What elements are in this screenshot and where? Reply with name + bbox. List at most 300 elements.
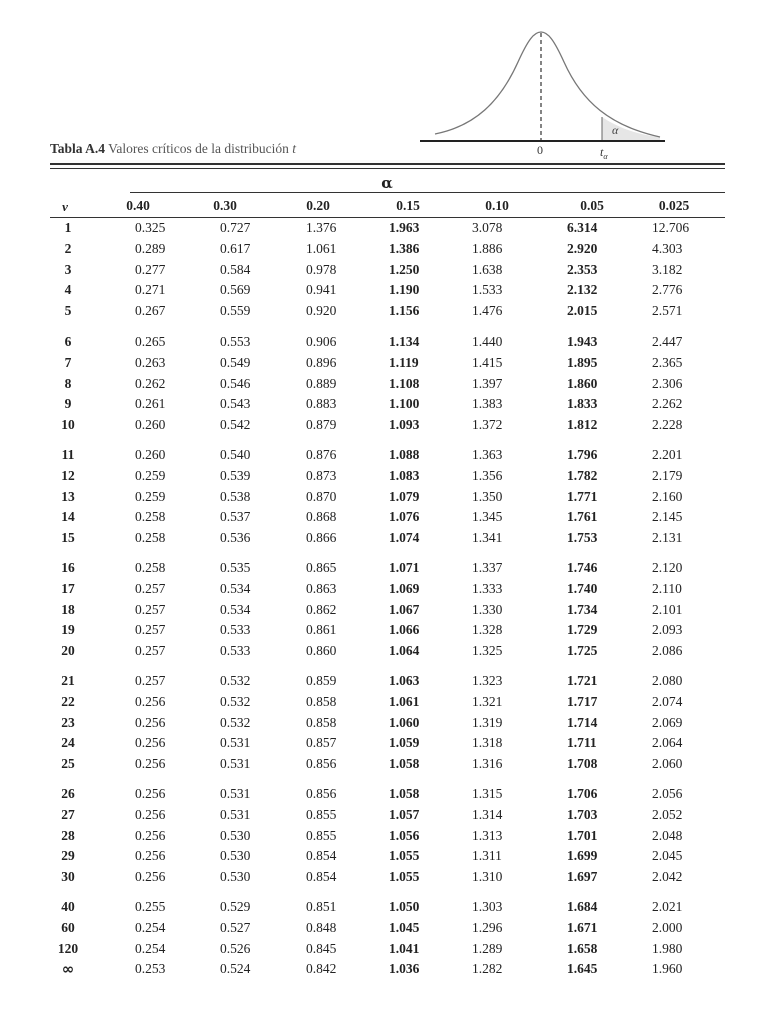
critical-value-cell: 1.717	[567, 693, 598, 709]
table-row	[0, 282, 768, 302]
critical-value-cell: 1.721	[567, 673, 598, 688]
table-row	[0, 489, 768, 509]
critical-value-cell: 0.256	[135, 848, 166, 864]
critical-value-cell: 0.617	[220, 240, 251, 256]
degrees-of-freedom-cell: 2	[64, 240, 72, 256]
critical-value-cell: 1.963	[389, 220, 420, 235]
degrees-of-freedom-cell: ∞	[61, 960, 75, 979]
critical-value-cell: 1.045	[389, 919, 420, 935]
critical-value-cell: 1.061	[389, 693, 420, 709]
critical-value-cell: 0.866	[306, 530, 337, 546]
critical-value-cell: 1.190	[389, 282, 420, 298]
table-row	[0, 920, 768, 940]
critical-value-cell: 0.271	[135, 282, 166, 298]
critical-value-cell: 1.296	[472, 919, 503, 935]
critical-value-cell: 0.868	[306, 509, 337, 525]
critical-value-cell: 1.328	[472, 622, 503, 638]
degrees-of-freedom-cell: 26	[61, 786, 75, 801]
table-row	[0, 262, 768, 282]
critical-value-cell: 1.289	[472, 940, 503, 956]
critical-value-cell: 0.858	[306, 714, 337, 730]
critical-value-cell: 1.064	[389, 643, 420, 659]
critical-value-cell: 0.536	[220, 530, 251, 546]
critical-value-cell: 1.108	[389, 375, 420, 391]
critical-value-cell: 1.796	[567, 447, 598, 462]
critical-value-cell: 1.645	[567, 961, 598, 977]
column-header-alpha: 0.15	[396, 198, 420, 213]
critical-value-cell: 0.256	[135, 786, 166, 801]
critical-value-cell: 1.061	[306, 240, 337, 256]
critical-value-cell: 2.131	[652, 530, 683, 546]
critical-value-cell: 1.250	[389, 261, 420, 277]
critical-value-cell: 0.870	[306, 488, 337, 504]
table-row	[0, 509, 768, 529]
critical-value-cell: 0.261	[135, 396, 166, 412]
critical-value-cell: 0.257	[135, 643, 166, 659]
critical-value-cell: 1.753	[567, 530, 598, 546]
critical-value-cell: 0.533	[220, 643, 251, 659]
critical-value-cell: 0.856	[306, 786, 337, 801]
table-row	[0, 828, 768, 848]
critical-value-cell: 1.725	[567, 643, 598, 659]
critical-value-cell: 1.067	[389, 601, 420, 617]
table-row	[0, 334, 768, 354]
degrees-of-freedom-cell: 18	[61, 601, 75, 617]
critical-value-cell: 0.531	[220, 786, 251, 801]
degrees-of-freedom-cell: 20	[61, 643, 75, 659]
critical-value-cell: 1.156	[389, 303, 420, 319]
critical-value-cell: 0.260	[135, 447, 166, 462]
critical-value-cell: 1.088	[389, 447, 420, 462]
critical-value-cell: 1.771	[567, 488, 598, 504]
critical-value-cell: 0.256	[135, 714, 166, 730]
table-row	[0, 355, 768, 375]
critical-value-cell: 2.201	[652, 447, 683, 462]
critical-value-cell: 1.960	[652, 961, 683, 977]
caption-label: Tabla A.4	[50, 141, 106, 156]
table-row	[0, 756, 768, 776]
critical-value-cell: 2.048	[652, 827, 683, 843]
degrees-of-freedom-cell: 1	[64, 220, 72, 235]
table-row	[0, 673, 768, 693]
critical-value-cell: 1.071	[389, 560, 420, 575]
critical-value-cell: 1.415	[472, 354, 503, 370]
critical-value-cell: 1.943	[567, 334, 598, 349]
caption-text: Valores críticos de la distribución	[108, 141, 289, 156]
table-row	[0, 869, 768, 889]
critical-value-cell: 0.256	[135, 806, 166, 822]
critical-value-cell: 0.254	[135, 919, 166, 935]
critical-value-cell: 1.714	[567, 714, 598, 730]
critical-value-cell: 0.527	[220, 919, 251, 935]
table-row	[0, 643, 768, 663]
degrees-of-freedom-cell: 28	[61, 827, 75, 843]
critical-value-cell: 1.311	[472, 848, 502, 864]
critical-value-cell: 1.356	[472, 467, 503, 483]
critical-value-cell: 1.134	[389, 334, 420, 349]
critical-value-cell: 1.337	[472, 560, 503, 575]
critical-value-cell: 0.256	[135, 693, 166, 709]
critical-value-cell: 0.854	[306, 848, 337, 864]
critical-value-cell: 0.848	[306, 919, 337, 935]
critical-value-cell: 0.883	[306, 396, 337, 412]
critical-value-cell: 1.058	[389, 756, 420, 772]
t-alpha-label: $t_\alpha$	[600, 145, 608, 161]
critical-value-cell: 0.256	[135, 735, 166, 751]
critical-value-cell: 0.531	[220, 735, 251, 751]
critical-value-cell: 2.056	[652, 786, 683, 801]
critical-value-cell: 0.530	[220, 848, 251, 864]
critical-value-cell: 2.571	[652, 303, 683, 319]
critical-value-cell: 2.101	[652, 601, 683, 617]
critical-value-cell: 2.021	[652, 899, 683, 914]
critical-value-cell: 1.350	[472, 488, 503, 504]
degrees-of-freedom-cell: 120	[57, 940, 79, 956]
degrees-of-freedom-cell: 17	[61, 580, 75, 596]
critical-value-cell: 0.546	[220, 375, 251, 391]
critical-value-cell: 0.532	[220, 714, 251, 730]
critical-value-cell: 0.534	[220, 580, 251, 596]
critical-value-cell: 1.697	[567, 869, 598, 885]
critical-value-cell: 0.260	[135, 417, 166, 433]
critical-value-cell: 0.889	[306, 375, 337, 391]
critical-value-cell: 2.447	[652, 334, 683, 349]
critical-value-cell: 1.860	[567, 375, 598, 391]
critical-value-cell: 1.282	[472, 961, 503, 977]
critical-value-cell: 3.182	[652, 261, 683, 277]
critical-value-cell: 2.160	[652, 488, 683, 504]
critical-value-cell: 0.258	[135, 530, 166, 546]
critical-value-cell: 1.315	[472, 786, 503, 801]
critical-value-cell: 1.325	[472, 643, 503, 659]
critical-value-cell: 0.256	[135, 827, 166, 843]
critical-value-cell: 0.257	[135, 673, 166, 688]
critical-value-cell: 4.303	[652, 240, 683, 256]
critical-value-cell: 1.782	[567, 467, 598, 483]
critical-value-cell: 1.345	[472, 509, 503, 525]
degrees-of-freedom-cell: 14	[61, 509, 75, 525]
column-header-alpha: 0.30	[213, 198, 237, 213]
critical-value-cell: 0.534	[220, 601, 251, 617]
critical-value-cell: 1.706	[567, 786, 598, 801]
critical-value-cell: 1.740	[567, 580, 598, 596]
table-row	[0, 848, 768, 868]
critical-value-cell: 6.314	[567, 220, 598, 235]
critical-value-cell: 1.316	[472, 756, 503, 772]
critical-value-cell: 1.074	[389, 530, 420, 546]
critical-value-cell: 1.376	[306, 220, 337, 235]
critical-value-cell: 1.323	[472, 673, 503, 688]
critical-value-cell: 2.120	[652, 560, 683, 575]
degrees-of-freedom-cell: 8	[64, 375, 72, 391]
table-row	[0, 417, 768, 437]
degrees-of-freedom-cell: 19	[61, 622, 75, 638]
axis-zero-label: 0	[537, 143, 543, 157]
critical-value-cell: 1.321	[472, 693, 503, 709]
critical-value-cell: 1.060	[389, 714, 420, 730]
critical-value-cell: 0.253	[135, 961, 166, 977]
critical-value-cell: 2.262	[652, 396, 683, 412]
critical-value-cell: 1.701	[567, 827, 598, 843]
table-row	[0, 961, 768, 981]
critical-value-cell: 0.860	[306, 643, 337, 659]
critical-value-cell: 1.050	[389, 899, 420, 914]
degrees-of-freedom-cell: 27	[61, 806, 75, 822]
critical-value-cell: 0.258	[135, 560, 166, 575]
critical-value-cell: 0.858	[306, 693, 337, 709]
critical-value-cell: 0.530	[220, 869, 251, 885]
critical-value-cell: 1.533	[472, 282, 503, 298]
critical-value-cell: 1.895	[567, 354, 598, 370]
critical-value-cell: 2.052	[652, 806, 683, 822]
critical-value-cell: 0.532	[220, 673, 251, 688]
critical-value-cell: 0.978	[306, 261, 337, 277]
critical-value-cell: 2.086	[652, 643, 683, 659]
critical-value-cell: 1.440	[472, 334, 503, 349]
critical-value-cell: 1.119	[389, 354, 419, 370]
critical-value-cell: 0.862	[306, 601, 337, 617]
critical-value-cell: 1.063	[389, 673, 420, 688]
critical-value-cell: 0.537	[220, 509, 251, 525]
critical-value-cell: 0.727	[220, 220, 251, 235]
critical-value-cell: 0.533	[220, 622, 251, 638]
critical-value-cell: 0.530	[220, 827, 251, 843]
critical-value-cell: 2.015	[567, 303, 598, 319]
critical-value-cell: 0.876	[306, 447, 337, 462]
critical-value-cell: 1.383	[472, 396, 503, 412]
critical-value-cell: 1.703	[567, 806, 598, 822]
critical-value-cell: 0.259	[135, 467, 166, 483]
critical-value-cell: 0.256	[135, 869, 166, 885]
degrees-of-freedom-cell: 11	[61, 447, 75, 462]
table-row	[0, 899, 768, 919]
degrees-of-freedom-cell: 7	[64, 354, 72, 370]
critical-value-cell: 2.080	[652, 673, 683, 688]
table-row	[0, 807, 768, 827]
critical-value-cell: 1.658	[567, 940, 598, 956]
table-row	[0, 376, 768, 396]
degrees-of-freedom-cell: 30	[61, 869, 75, 885]
critical-value-cell: 0.267	[135, 303, 166, 319]
table-row	[0, 303, 768, 323]
caption-variable: t	[292, 141, 297, 156]
critical-value-cell: 0.256	[135, 756, 166, 772]
critical-value-cell: 1.083	[389, 467, 420, 483]
degrees-of-freedom-cell: 25	[61, 756, 75, 772]
critical-value-cell: 1.318	[472, 735, 503, 751]
critical-value-cell: 1.076	[389, 509, 420, 525]
critical-value-cell: 2.074	[652, 693, 683, 709]
critical-value-cell: 0.920	[306, 303, 337, 319]
critical-value-cell: 0.535	[220, 560, 251, 575]
critical-value-cell: 1.699	[567, 848, 598, 864]
critical-value-cell: 1.812	[567, 417, 598, 433]
critical-value-cell: 1.303	[472, 899, 503, 914]
critical-value-cell: 1.980	[652, 940, 683, 956]
critical-value-cell: 1.386	[389, 240, 420, 256]
critical-value-cell: 0.845	[306, 940, 337, 956]
degrees-of-freedom-cell: 4	[64, 282, 72, 298]
critical-value-cell: 1.059	[389, 735, 420, 751]
critical-value-cell: 0.873	[306, 467, 337, 483]
critical-value-cell: 0.259	[135, 488, 166, 504]
critical-value-cell: 2.365	[652, 354, 683, 370]
critical-value-cell: 0.569	[220, 282, 251, 298]
table-row	[0, 715, 768, 735]
critical-value-cell: 0.254	[135, 940, 166, 956]
critical-value-cell: 0.851	[306, 899, 337, 914]
critical-value-cell: 1.638	[472, 261, 503, 277]
critical-value-cell: 2.353	[567, 261, 598, 277]
critical-value-cell: 1.036	[389, 961, 420, 977]
degrees-of-freedom-cell: 6	[64, 334, 72, 349]
critical-value-cell: 1.069	[389, 580, 420, 596]
critical-value-cell: 0.859	[306, 673, 337, 688]
table-row	[0, 941, 768, 961]
degrees-of-freedom-cell: 60	[61, 919, 75, 935]
critical-value-cell: 2.042	[652, 869, 683, 885]
critical-value-cell: 1.363	[472, 447, 503, 462]
critical-value-cell: 0.857	[306, 735, 337, 751]
degrees-of-freedom-cell: 10	[61, 417, 75, 433]
degrees-of-freedom-cell: 3	[64, 261, 72, 277]
critical-value-cell: 1.319	[472, 714, 503, 730]
critical-value-cell: 0.538	[220, 488, 251, 504]
table-row	[0, 694, 768, 714]
critical-value-cell: 0.531	[220, 806, 251, 822]
critical-value-cell: 2.228	[652, 417, 683, 433]
critical-value-cell: 0.532	[220, 693, 251, 709]
table-row	[0, 396, 768, 416]
critical-value-cell: 0.255	[135, 899, 166, 914]
critical-value-cell: 1.093	[389, 417, 420, 433]
critical-value-cell: 0.277	[135, 261, 166, 277]
critical-value-cell: 0.539	[220, 467, 251, 483]
critical-value-cell: 1.041	[389, 940, 420, 956]
critical-value-cell: 1.314	[472, 806, 503, 822]
critical-value-cell: 0.861	[306, 622, 337, 638]
critical-value-cell: 0.262	[135, 375, 166, 391]
table-row	[0, 622, 768, 642]
critical-value-cell: 0.325	[135, 220, 166, 235]
critical-value-cell: 0.941	[306, 282, 337, 298]
critical-value-cell: 1.100	[389, 396, 420, 412]
critical-value-cell: 1.056	[389, 827, 420, 843]
table-row	[0, 530, 768, 550]
critical-value-cell: 1.310	[472, 869, 503, 885]
critical-value-cell: 0.856	[306, 756, 337, 772]
critical-value-cell: 1.746	[567, 560, 598, 575]
critical-value-cell: 1.476	[472, 303, 503, 319]
critical-value-cell: 3.078	[472, 220, 503, 235]
degrees-of-freedom-cell: 23	[61, 714, 75, 730]
column-header-alpha: 0.10	[485, 198, 509, 213]
critical-value-cell: 0.257	[135, 580, 166, 596]
critical-value-cell: 0.865	[306, 560, 337, 575]
critical-value-cell: 0.553	[220, 334, 251, 349]
table-row	[0, 468, 768, 488]
degrees-of-freedom-cell: 15	[61, 530, 75, 546]
critical-value-cell: 2.064	[652, 735, 683, 751]
critical-value-cell: 1.886	[472, 240, 503, 256]
critical-value-cell: 1.684	[567, 899, 598, 914]
critical-value-cell: 1.313	[472, 827, 503, 843]
critical-value-cell: 0.863	[306, 580, 337, 596]
critical-value-cell: 0.529	[220, 899, 251, 914]
critical-value-cell: 0.258	[135, 509, 166, 525]
critical-value-cell: 0.896	[306, 354, 337, 370]
degrees-of-freedom-cell: 13	[61, 488, 75, 504]
degrees-of-freedom-cell: 40	[61, 899, 75, 914]
table-row	[0, 560, 768, 580]
critical-value-cell: 0.526	[220, 940, 251, 956]
critical-value-cell: 1.711	[567, 735, 597, 751]
critical-value-cell: 2.145	[652, 509, 683, 525]
critical-value-cell: 2.060	[652, 756, 683, 772]
critical-value-cell: 2.776	[652, 282, 683, 298]
critical-value-cell: 0.842	[306, 961, 337, 977]
critical-value-cell: 0.257	[135, 622, 166, 638]
critical-value-cell: 0.524	[220, 961, 251, 977]
critical-value-cell: 2.920	[567, 240, 598, 256]
table-row	[0, 735, 768, 755]
critical-value-cell: 2.306	[652, 375, 683, 391]
degrees-of-freedom-cell: 16	[61, 560, 75, 575]
degrees-of-freedom-cell: 21	[61, 673, 75, 688]
critical-value-cell: 2.179	[652, 467, 683, 483]
critical-value-cell: 1.058	[389, 786, 420, 801]
alpha-column-group-header: α	[381, 174, 393, 192]
critical-value-cell: 1.055	[389, 848, 420, 864]
critical-value-cell: 1.833	[567, 396, 598, 412]
critical-value-cell: 0.265	[135, 334, 166, 349]
degrees-of-freedom-cell: 9	[64, 396, 72, 412]
degrees-of-freedom-cell: 22	[61, 693, 75, 709]
critical-value-cell: 2.069	[652, 714, 683, 730]
critical-value-cell: 1.066	[389, 622, 420, 638]
critical-value-cell: 0.549	[220, 354, 251, 370]
critical-value-cell: 0.540	[220, 447, 251, 462]
critical-value-cell: 0.559	[220, 303, 251, 319]
critical-value-cell: 2.093	[652, 622, 683, 638]
table-row	[0, 581, 768, 601]
column-header-alpha: 0.05	[580, 198, 604, 213]
critical-value-cell: 0.543	[220, 396, 251, 412]
degrees-of-freedom-header: v	[62, 199, 68, 214]
critical-value-cell: 1.330	[472, 601, 503, 617]
critical-value-cell: 2.000	[652, 919, 683, 935]
degrees-of-freedom-cell: 24	[61, 735, 75, 751]
critical-value-cell: 0.531	[220, 756, 251, 772]
critical-value-cell: 0.855	[306, 806, 337, 822]
critical-value-cell: 1.729	[567, 622, 598, 638]
critical-value-cell: 0.854	[306, 869, 337, 885]
column-header-alpha: 0.20	[306, 198, 330, 213]
critical-value-cell: 1.761	[567, 509, 598, 525]
degrees-of-freedom-cell: 12	[61, 467, 75, 483]
critical-value-cell: 1.055	[389, 869, 420, 885]
critical-value-cell: 12.706	[652, 220, 690, 235]
critical-value-cell: 1.341	[472, 530, 503, 546]
critical-value-cell: 1.079	[389, 488, 420, 504]
critical-value-cell: 0.289	[135, 240, 166, 256]
critical-value-cell: 0.257	[135, 601, 166, 617]
critical-value-cell: 0.263	[135, 354, 166, 370]
critical-value-cell: 1.057	[389, 806, 420, 822]
critical-value-cell: 1.671	[567, 919, 598, 935]
table-row	[0, 447, 768, 467]
alpha-area-label: α	[612, 123, 619, 137]
